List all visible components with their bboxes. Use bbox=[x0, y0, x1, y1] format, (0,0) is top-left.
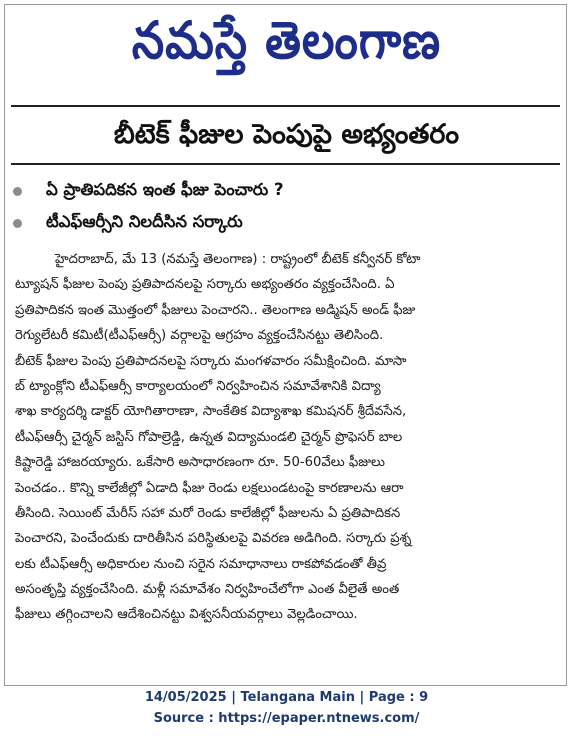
subheading-bullets bbox=[13, 175, 553, 239]
article-body bbox=[15, 247, 559, 628]
headline-divider bbox=[11, 163, 560, 165]
bullet-dot-icon bbox=[13, 187, 22, 196]
body-line: లకు టీఎఫ్ఆర్సీ అధికారుల నుంచి సరైన సమాధానాలు రాకపోవడంతో తీవ్ర bbox=[15, 556, 387, 572]
publication-info: 14/05/2025 | Telangana Main | Page : 9 bbox=[144, 690, 429, 705]
body-line: ప్రతిపాదికన ఇంత మొత్తంలో ఫీజులు పెంచారని.. తెలంగాణ అడ్మిషన్ అండ్ ఫీజు bbox=[15, 302, 416, 318]
bullet-text: ఏ ప్రాతిపదికన ఇంత ఫీజు పెంచారు ? bbox=[46, 179, 284, 199]
bullet-dot-icon bbox=[13, 219, 22, 228]
bullet-item bbox=[13, 175, 553, 207]
body-line: బీటెక్ ఫీజుల పెంపు ప్రతిపాదనలపై సర్కారు మంగళవారం సమీక్షించింది. మాసా bbox=[15, 353, 407, 369]
body-line: తీసింది. సెయింట్ మేరీస్ సహా మరో రెండు కాలేజీల్లో ఫీజులను ఏ ప్రతిపాదికన bbox=[15, 505, 401, 521]
article-headline: బీటెక్ ఫీజుల పెంపుపై అభ్యంతరం bbox=[113, 119, 460, 150]
body-line: ఫీజులు తగ్గించాలని ఆదేశించినట్టు విశ్వసనీయవర్గాలు వెల్లడించాయి. bbox=[15, 607, 358, 623]
source-info: Source : https://epaper.ntnews.com/ bbox=[153, 711, 420, 726]
body-line: పెంచారని, పెంచేందుకు దారితీసిన పరిస్థితులపై వివరణ అడిగింది. సర్కారు ప్రశ్న bbox=[15, 531, 412, 547]
article-clipping bbox=[4, 4, 567, 686]
newspaper-masthead: నమస్తే తెలంగాణ bbox=[131, 9, 442, 71]
body-line: ట్యూషన్ ఫీజుల పెంపు ప్రతిపాదనలపై సర్కారు అభ్యంతరం వ్యక్తంచేసింది. ఏ bbox=[15, 277, 395, 293]
masthead-divider bbox=[11, 105, 560, 107]
bullet-item bbox=[13, 207, 553, 239]
body-line: హైదరాబాద్, మే 13 (నమస్తే తెలంగాణ) : రాష్ట్రంలో బీటెక్ కన్వీనర్ కోటా bbox=[55, 252, 421, 267]
body-line: టీఎఫ్ఆర్సీ చైర్మన్ జస్టిస్ గోపాల్రెడ్డి, ఉన్నత విద్యామండలి చైర్మన్ ప్రొఫెసర్ బాల bbox=[15, 429, 403, 445]
bullet-text: టీఎఫ్ఆర్సీని నిలదీసిన సర్కారు bbox=[46, 211, 243, 231]
body-line: కిష్టారెడ్డి హాజరయ్యారు. ఒకేసారి అసాధారణంగా రూ. 50-60వేలు ఫీజులు bbox=[15, 455, 385, 471]
body-line: అసంతృప్తి వ్యక్తంచేసింది. మళ్లీ సమావేశం నిర్వహించేలోగా ఎంత వీలైతే అంత bbox=[15, 582, 400, 598]
body-line: శాఖ కార్యదర్శి డాక్టర్ యోగితారాణా, సాంకేతిక విద్యాశాఖ కమిషనర్ శ్రీదేవసేన, bbox=[15, 404, 407, 420]
body-line: పెంచడం.. కొన్ని కాలేజీల్లో ఏడాది ఫీజు రెండు లక్షలుండటంపై కారణాలను ఆరా bbox=[15, 480, 404, 496]
body-line: రెగ్యులేటరీ కమిటీ(టీఎఫ్ఆర్సీ) వర్గాలపై ఆగ్రహం వ్యక్తంచేసినట్టు తెలిసింది. bbox=[15, 328, 384, 344]
body-line: బ్ ట్యాంక్లోని టీఎఫ్ఆర్సీ కార్యాలయంలో నిర్వహించిన సమావేశానికి విద్యా bbox=[15, 378, 381, 394]
